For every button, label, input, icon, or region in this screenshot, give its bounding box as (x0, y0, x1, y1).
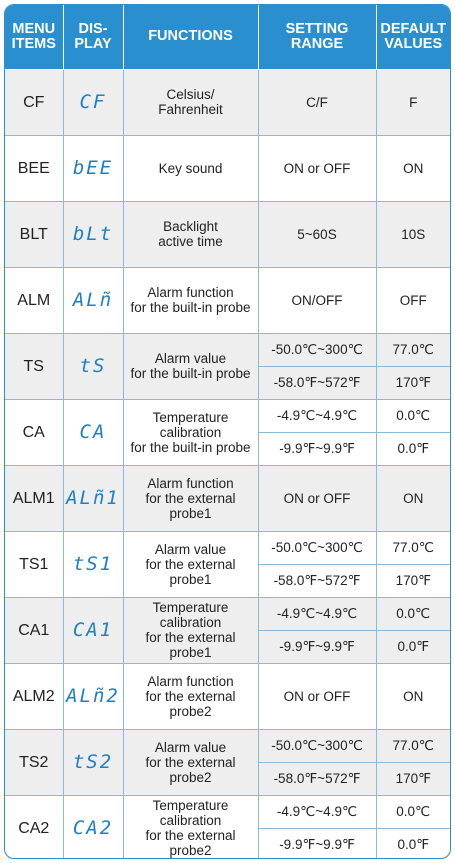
setting-range-fahrenheit: -9.9℉~9.9℉ (258, 432, 376, 465)
lcd-display-code: CA2 (63, 795, 123, 859)
table-row (5, 663, 450, 729)
menu-item: ALM1 (5, 465, 63, 531)
header-menu-items: MENU ITEMS (5, 5, 63, 69)
header-default-values: DEFAULT VALUES (376, 5, 450, 69)
menu-item: TS2 (5, 729, 63, 795)
setting-range-fahrenheit: -58.0℉~572℉ (258, 762, 376, 795)
table-row (5, 69, 450, 135)
default-value-celsius: 77.0℃ (376, 333, 450, 366)
function-description: Temperature calibration for the external probe2 (123, 795, 258, 859)
table-row (5, 795, 450, 828)
lcd-display-code: CA (63, 399, 123, 465)
function-description: Temperature calibration for the built-in probe (123, 399, 258, 465)
default-value-celsius: 77.0℃ (376, 531, 450, 564)
lcd-display-code: bLt (63, 201, 123, 267)
function-description: Backlight active time (123, 201, 258, 267)
lcd-display-code: bEE (63, 135, 123, 201)
table-row (5, 531, 450, 564)
setting-range: ON or OFF (258, 135, 376, 201)
lcd-display-code: CF (63, 69, 123, 135)
menu-item: BEE (5, 135, 63, 201)
menu-item: BLT (5, 201, 63, 267)
setting-range: ON or OFF (258, 663, 376, 729)
setting-range-fahrenheit: -58.0℉~572℉ (258, 564, 376, 597)
table-row (5, 465, 450, 531)
menu-item: CF (5, 69, 63, 135)
setting-range-celsius: -50.0℃~300℃ (258, 531, 376, 564)
table-row (5, 597, 450, 630)
setting-range: 5~60S (258, 201, 376, 267)
header-row (5, 5, 450, 69)
default-value-fahrenheit: 0.0℉ (376, 828, 450, 859)
function-description: Alarm value for the built-in probe (123, 333, 258, 399)
header-functions: FUNCTIONS (123, 5, 258, 69)
table-row (5, 333, 450, 366)
settings-table (5, 5, 450, 859)
lcd-display-code: ALñ2 (63, 663, 123, 729)
default-value: ON (376, 663, 450, 729)
function-description: Alarm function for the external probe1 (123, 465, 258, 531)
default-value: OFF (376, 267, 450, 333)
function-description: Key sound (123, 135, 258, 201)
table-row (5, 267, 450, 333)
default-value-celsius: 0.0℃ (376, 795, 450, 828)
header-display: DIS- PLAY (63, 5, 123, 69)
default-value: ON (376, 465, 450, 531)
function-description: Alarm value for the external probe2 (123, 729, 258, 795)
lcd-display-code: CA1 (63, 597, 123, 663)
setting-range: ON or OFF (258, 465, 376, 531)
function-description: Celsius/ Fahrenheit (123, 69, 258, 135)
function-description: Temperature calibration for the external probe1 (123, 597, 258, 663)
setting-range: C/F (258, 69, 376, 135)
lcd-display-code: tS (63, 333, 123, 399)
setting-range: ON/OFF (258, 267, 376, 333)
lcd-display-code: tS2 (63, 729, 123, 795)
setting-range-celsius: -50.0℃~300℃ (258, 333, 376, 366)
setting-range-celsius: -4.9℃~4.9℃ (258, 399, 376, 432)
default-value: ON (376, 135, 450, 201)
function-description: Alarm value for the external probe1 (123, 531, 258, 597)
menu-item: TS1 (5, 531, 63, 597)
default-value-celsius: 0.0℃ (376, 597, 450, 630)
lcd-display-code: ALñ (63, 267, 123, 333)
menu-item: ALM (5, 267, 63, 333)
setting-range-fahrenheit: -9.9℉~9.9℉ (258, 630, 376, 663)
menu-item: ALM2 (5, 663, 63, 729)
header-setting-range: SETTING RANGE (258, 5, 376, 69)
function-description: Alarm function for the built-in probe (123, 267, 258, 333)
table-row (5, 399, 450, 432)
menu-item: TS (5, 333, 63, 399)
setting-range-fahrenheit: -58.0℉~572℉ (258, 366, 376, 399)
default-value: 10S (376, 201, 450, 267)
function-description: Alarm function for the external probe2 (123, 663, 258, 729)
lcd-display-code: ALñ1 (63, 465, 123, 531)
setting-range-celsius: -50.0℃~300℃ (258, 729, 376, 762)
setting-range-fahrenheit: -9.9℉~9.9℉ (258, 828, 376, 859)
table-row (5, 729, 450, 762)
menu-item: CA1 (5, 597, 63, 663)
menu-item: CA2 (5, 795, 63, 859)
default-value-fahrenheit: 170℉ (376, 564, 450, 597)
table-row (5, 135, 450, 201)
setting-range-celsius: -4.9℃~4.9℃ (258, 795, 376, 828)
default-value-fahrenheit: 170℉ (376, 762, 450, 795)
default-value-celsius: 77.0℃ (376, 729, 450, 762)
menu-item: CA (5, 399, 63, 465)
default-value-fahrenheit: 0.0℉ (376, 630, 450, 663)
settings-table-frame (4, 4, 451, 859)
lcd-display-code: tS1 (63, 531, 123, 597)
default-value-celsius: 0.0℃ (376, 399, 450, 432)
default-value: F (376, 69, 450, 135)
table-row (5, 201, 450, 267)
default-value-fahrenheit: 170℉ (376, 366, 450, 399)
default-value-fahrenheit: 0.0℉ (376, 432, 450, 465)
setting-range-celsius: -4.9℃~4.9℃ (258, 597, 376, 630)
